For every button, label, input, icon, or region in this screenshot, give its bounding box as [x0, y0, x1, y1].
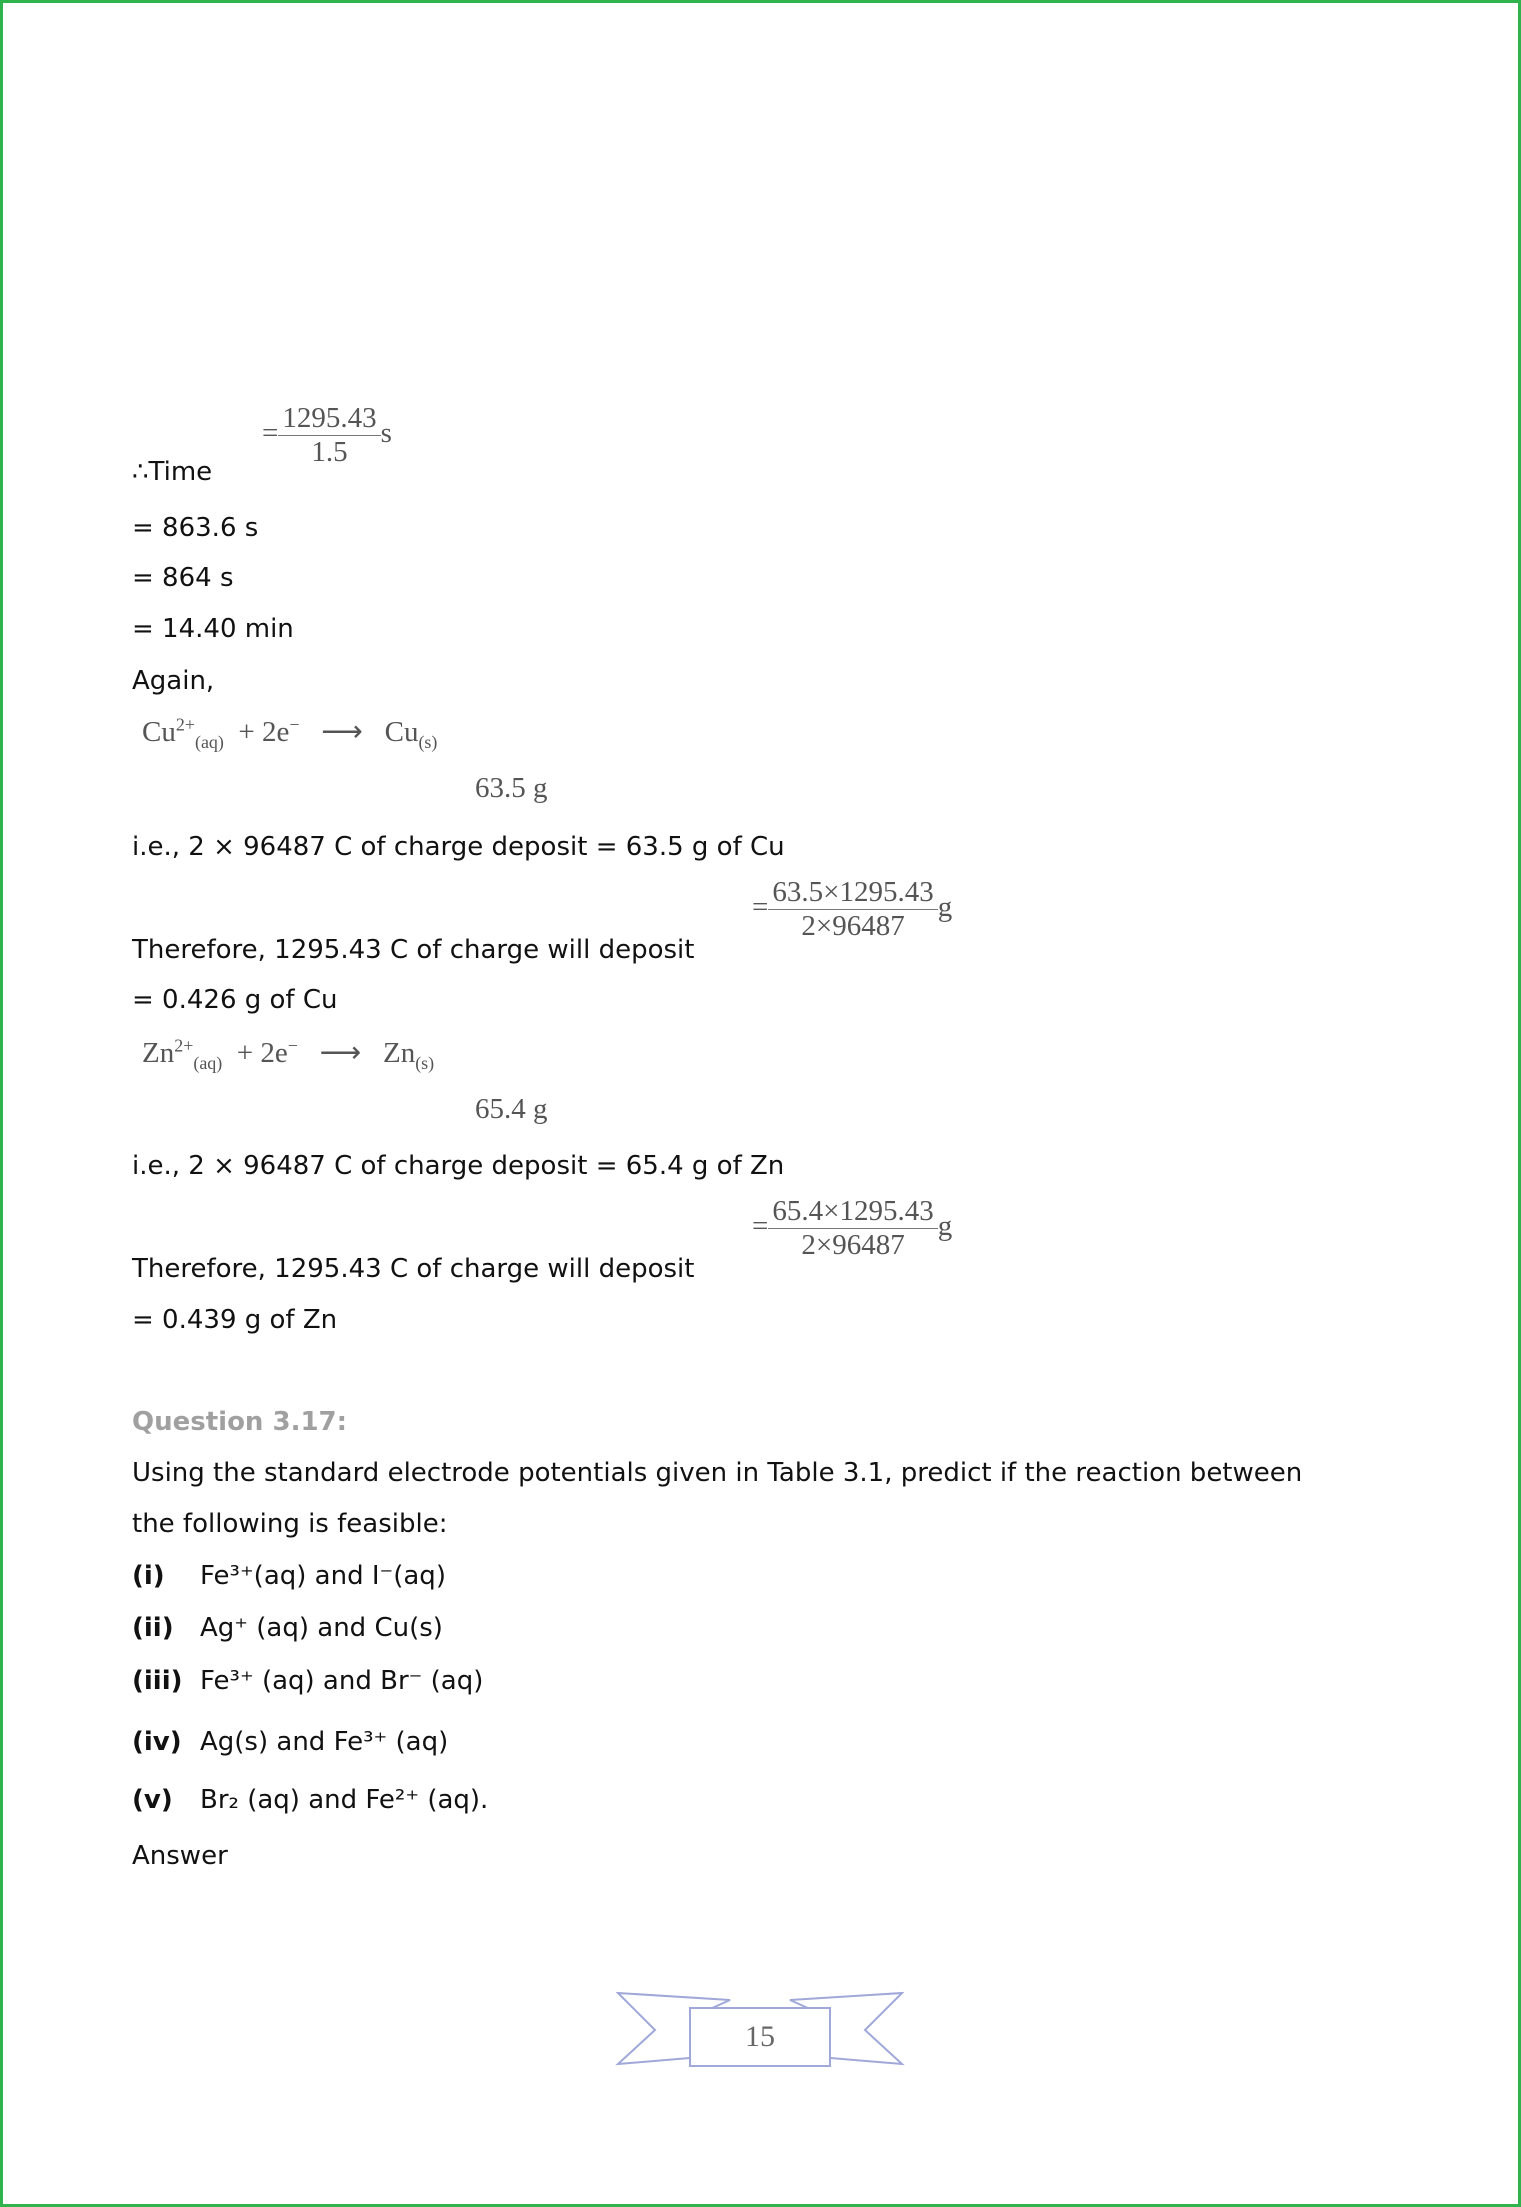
- zn-result: = 0.439 g of Zn: [132, 1305, 338, 1335]
- question-item: (i) Fe³⁺(aq) and I⁻(aq): [132, 1561, 446, 1591]
- calc-line: Again,: [132, 666, 215, 696]
- cu-equation: $Cu^{2+}_{(aq)} + 2e^-$ ⟶ $Cu_{(s)}$: [142, 714, 438, 752]
- numerator: 1295.43: [278, 402, 380, 436]
- denominator: 1.5: [311, 436, 348, 468]
- question-title: Question 3.17:: [132, 1407, 348, 1437]
- time-label: ∴Time: [132, 457, 213, 487]
- zn-equation: $Zn^{2+}_{(aq)} + 2e^-$ ⟶ $Zn_{(s)}$: [142, 1035, 435, 1073]
- cu-line: i.e., 2 × 96487 C of charge deposit = 63.5 g of Cu: [132, 832, 785, 862]
- zn-line: Therefore, 1295.43 C of charge will deposit: [132, 1254, 695, 1284]
- question-item: (ii) Ag⁺ (aq) and Cu(s): [132, 1613, 443, 1643]
- zn-mass: 65.4 g: [475, 1093, 548, 1125]
- cu-result: = 0.426 g of Cu: [132, 985, 338, 1015]
- cu-mass: 63.5 g: [475, 772, 548, 804]
- cu-line: Therefore, 1295.43 C of charge will deposit: [132, 935, 695, 965]
- calc-line: = 14.40 min: [132, 614, 294, 644]
- question-item: (v) Br₂ (aq) and Fe²⁺ (aq).: [132, 1785, 489, 1815]
- arrow-icon: ⟶: [319, 1037, 362, 1069]
- question-text: Using the standard electrode potentials given in Table 3.1, predict if the reaction between: [132, 1458, 1303, 1488]
- page-number: 15: [745, 2020, 775, 2053]
- zn-line: i.e., 2 × 96487 C of charge deposit = 65.4 g of Zn: [132, 1151, 785, 1181]
- question-text: the following is feasible:: [132, 1509, 448, 1539]
- cu-fraction: = $\frac{63.5\times 1295.43}{2\times 96487}$ g: [752, 876, 953, 942]
- calc-line: = 864 s: [132, 563, 234, 593]
- page-number-banner: [615, 1988, 905, 2082]
- calc-line: = 863.6 s: [132, 513, 259, 543]
- question-item: (iv) Ag(s) and Fe³⁺ (aq): [132, 1727, 449, 1757]
- answer-label: Answer: [132, 1841, 228, 1871]
- zn-fraction: = $\frac{65.4\times 1295.43}{2\times 96487}$ g: [752, 1195, 953, 1261]
- time-fraction: = $\frac{1295.43}{1.5}$ s: [262, 402, 392, 468]
- arrow-icon: ⟶: [321, 716, 363, 748]
- unit: s: [380, 417, 392, 450]
- question-item: (iii) Fe³⁺ (aq) and Br⁻ (aq): [132, 1666, 484, 1696]
